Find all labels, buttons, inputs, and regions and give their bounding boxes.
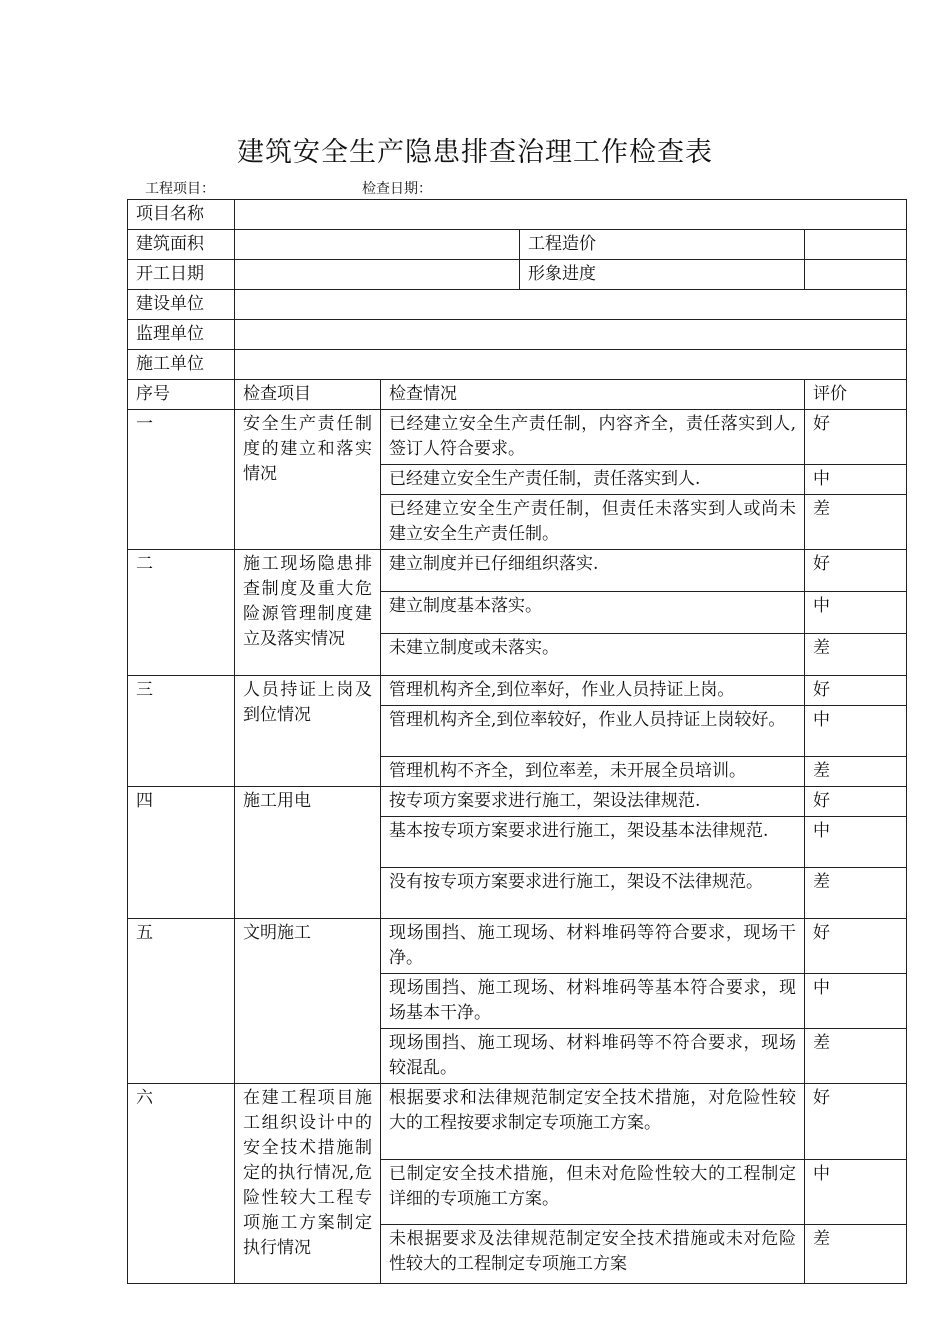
inspection-table	[127, 199, 907, 1284]
info-section	[128, 200, 907, 410]
check-row	[128, 550, 907, 592]
section-item: 施工用电	[235, 787, 381, 919]
supervisor-label: 监理单位	[128, 320, 235, 350]
rating-cell[interactable]: 好	[805, 1084, 907, 1160]
rating-cell[interactable]: 中	[805, 706, 907, 757]
area-field[interactable]	[235, 230, 520, 260]
rating-cell[interactable]: 中	[805, 974, 907, 1029]
situation-text: 现场围挡、施工现场、材料堆码等不符合要求，现场较混乱。	[381, 1029, 805, 1084]
situation-text: 现场围挡、施工现场、材料堆码等基本符合要求，现场基本干净。	[381, 974, 805, 1029]
situation-text: 没有按专项方案要求进行施工，架设不法律规范。	[381, 868, 805, 919]
project-name-field[interactable]	[235, 200, 907, 230]
situation-text: 管理机构不齐全，到位率差，未开展全员培训。	[381, 757, 805, 787]
cost-label: 工程造价	[520, 230, 805, 260]
situation-text: 未建立制度或未落实。	[381, 634, 805, 676]
rating-cell[interactable]: 好	[805, 410, 907, 465]
rating-cell[interactable]: 差	[805, 634, 907, 676]
rating-cell[interactable]: 好	[805, 787, 907, 817]
cost-field[interactable]	[805, 230, 907, 260]
rating-cell[interactable]: 中	[805, 465, 907, 495]
check-row	[128, 410, 907, 465]
section-number: 六	[128, 1084, 235, 1284]
situation-text: 管理机构齐全,到位率较好，作业人员持证上岗较好。	[381, 706, 805, 757]
header-situation: 检查情况	[381, 380, 805, 410]
section-item: 安全生产责任制度的建立和落实情况	[235, 410, 381, 550]
rating-cell[interactable]: 中	[805, 592, 907, 634]
situation-text: 已经建立安全生产责任制，责任落实到人.	[381, 465, 805, 495]
start-date-field[interactable]	[235, 260, 520, 290]
supervisor-field[interactable]	[235, 320, 907, 350]
situation-text: 现场围挡、施工现场、材料堆码等符合要求，现场干净。	[381, 919, 805, 974]
rating-cell[interactable]: 好	[805, 919, 907, 974]
builder-field[interactable]	[235, 290, 907, 320]
rating-cell[interactable]: 差	[805, 495, 907, 550]
section-item: 在建工程项目施工组织设计中的安全技术措施制定的执行情况,危险性较大工程专项施工方案制定执行情况	[235, 1084, 381, 1284]
date-label: 检查日期：	[362, 181, 432, 197]
section-number: 四	[128, 787, 235, 919]
section-number: 三	[128, 676, 235, 787]
contractor-label: 施工单位	[128, 350, 235, 380]
section-number: 二	[128, 550, 235, 676]
contractor-field[interactable]	[235, 350, 907, 380]
rating-cell[interactable]: 好	[805, 550, 907, 592]
header-item: 检查项目	[235, 380, 381, 410]
section-item: 文明施工	[235, 919, 381, 1084]
situation-text: 按专项方案要求进行施工，架设法律规范.	[381, 787, 805, 817]
check-row	[128, 1084, 907, 1160]
check-row	[128, 919, 907, 974]
start-date-label: 开工日期	[128, 260, 235, 290]
situation-text: 基本按专项方案要求进行施工，架设基本法律规范.	[381, 817, 805, 868]
header-no: 序号	[128, 380, 235, 410]
situation-text: 管理机构齐全,到位率好，作业人员持证上岗。	[381, 676, 805, 706]
section-item: 人员持证上岗及到位情况	[235, 676, 381, 787]
situation-text: 未根据要求及法律规范制定安全技术措施或未对危险性较大的工程制定专项施工方案	[381, 1225, 805, 1284]
rating-cell[interactable]: 差	[805, 1029, 907, 1084]
check-sections	[128, 410, 907, 1284]
rating-cell[interactable]: 中	[805, 817, 907, 868]
area-label: 建筑面积	[128, 230, 235, 260]
rating-cell[interactable]: 差	[805, 1225, 907, 1284]
builder-label: 建设单位	[128, 290, 235, 320]
rating-cell[interactable]: 差	[805, 757, 907, 787]
check-row	[128, 787, 907, 817]
situation-text: 建立制度并已仔细组织落实.	[381, 550, 805, 592]
situation-text: 已经建立安全生产责任制，但责任未落实到人或尚未建立安全生产责任制。	[381, 495, 805, 550]
rating-cell[interactable]: 好	[805, 676, 907, 706]
check-row	[128, 676, 907, 706]
progress-field[interactable]	[805, 260, 907, 290]
project-name-label: 项目名称	[128, 200, 235, 230]
project-label: 工程项目：	[145, 181, 215, 197]
rating-cell[interactable]: 中	[805, 1160, 907, 1225]
situation-text: 建立制度基本落实。	[381, 592, 805, 634]
page-title: 建筑安全生产隐患排查治理工作检查表	[237, 137, 713, 168]
section-number: 一	[128, 410, 235, 550]
progress-label: 形象进度	[520, 260, 805, 290]
rating-cell[interactable]: 差	[805, 868, 907, 919]
section-item: 施工现场隐患排查制度及重大危险源管理制度建立及落实情况	[235, 550, 381, 676]
situation-text: 已经建立安全生产责任制，内容齐全，责任落实到人,签订人符合要求。	[381, 410, 805, 465]
section-number: 五	[128, 919, 235, 1084]
header-rating: 评价	[805, 380, 907, 410]
situation-text: 已制定安全技术措施，但未对危险性较大的工程制定详细的专项施工方案。	[381, 1160, 805, 1225]
situation-text: 根据要求和法律规范制定安全技术措施，对危险性较大的工程按要求制定专项施工方案。	[381, 1084, 805, 1160]
